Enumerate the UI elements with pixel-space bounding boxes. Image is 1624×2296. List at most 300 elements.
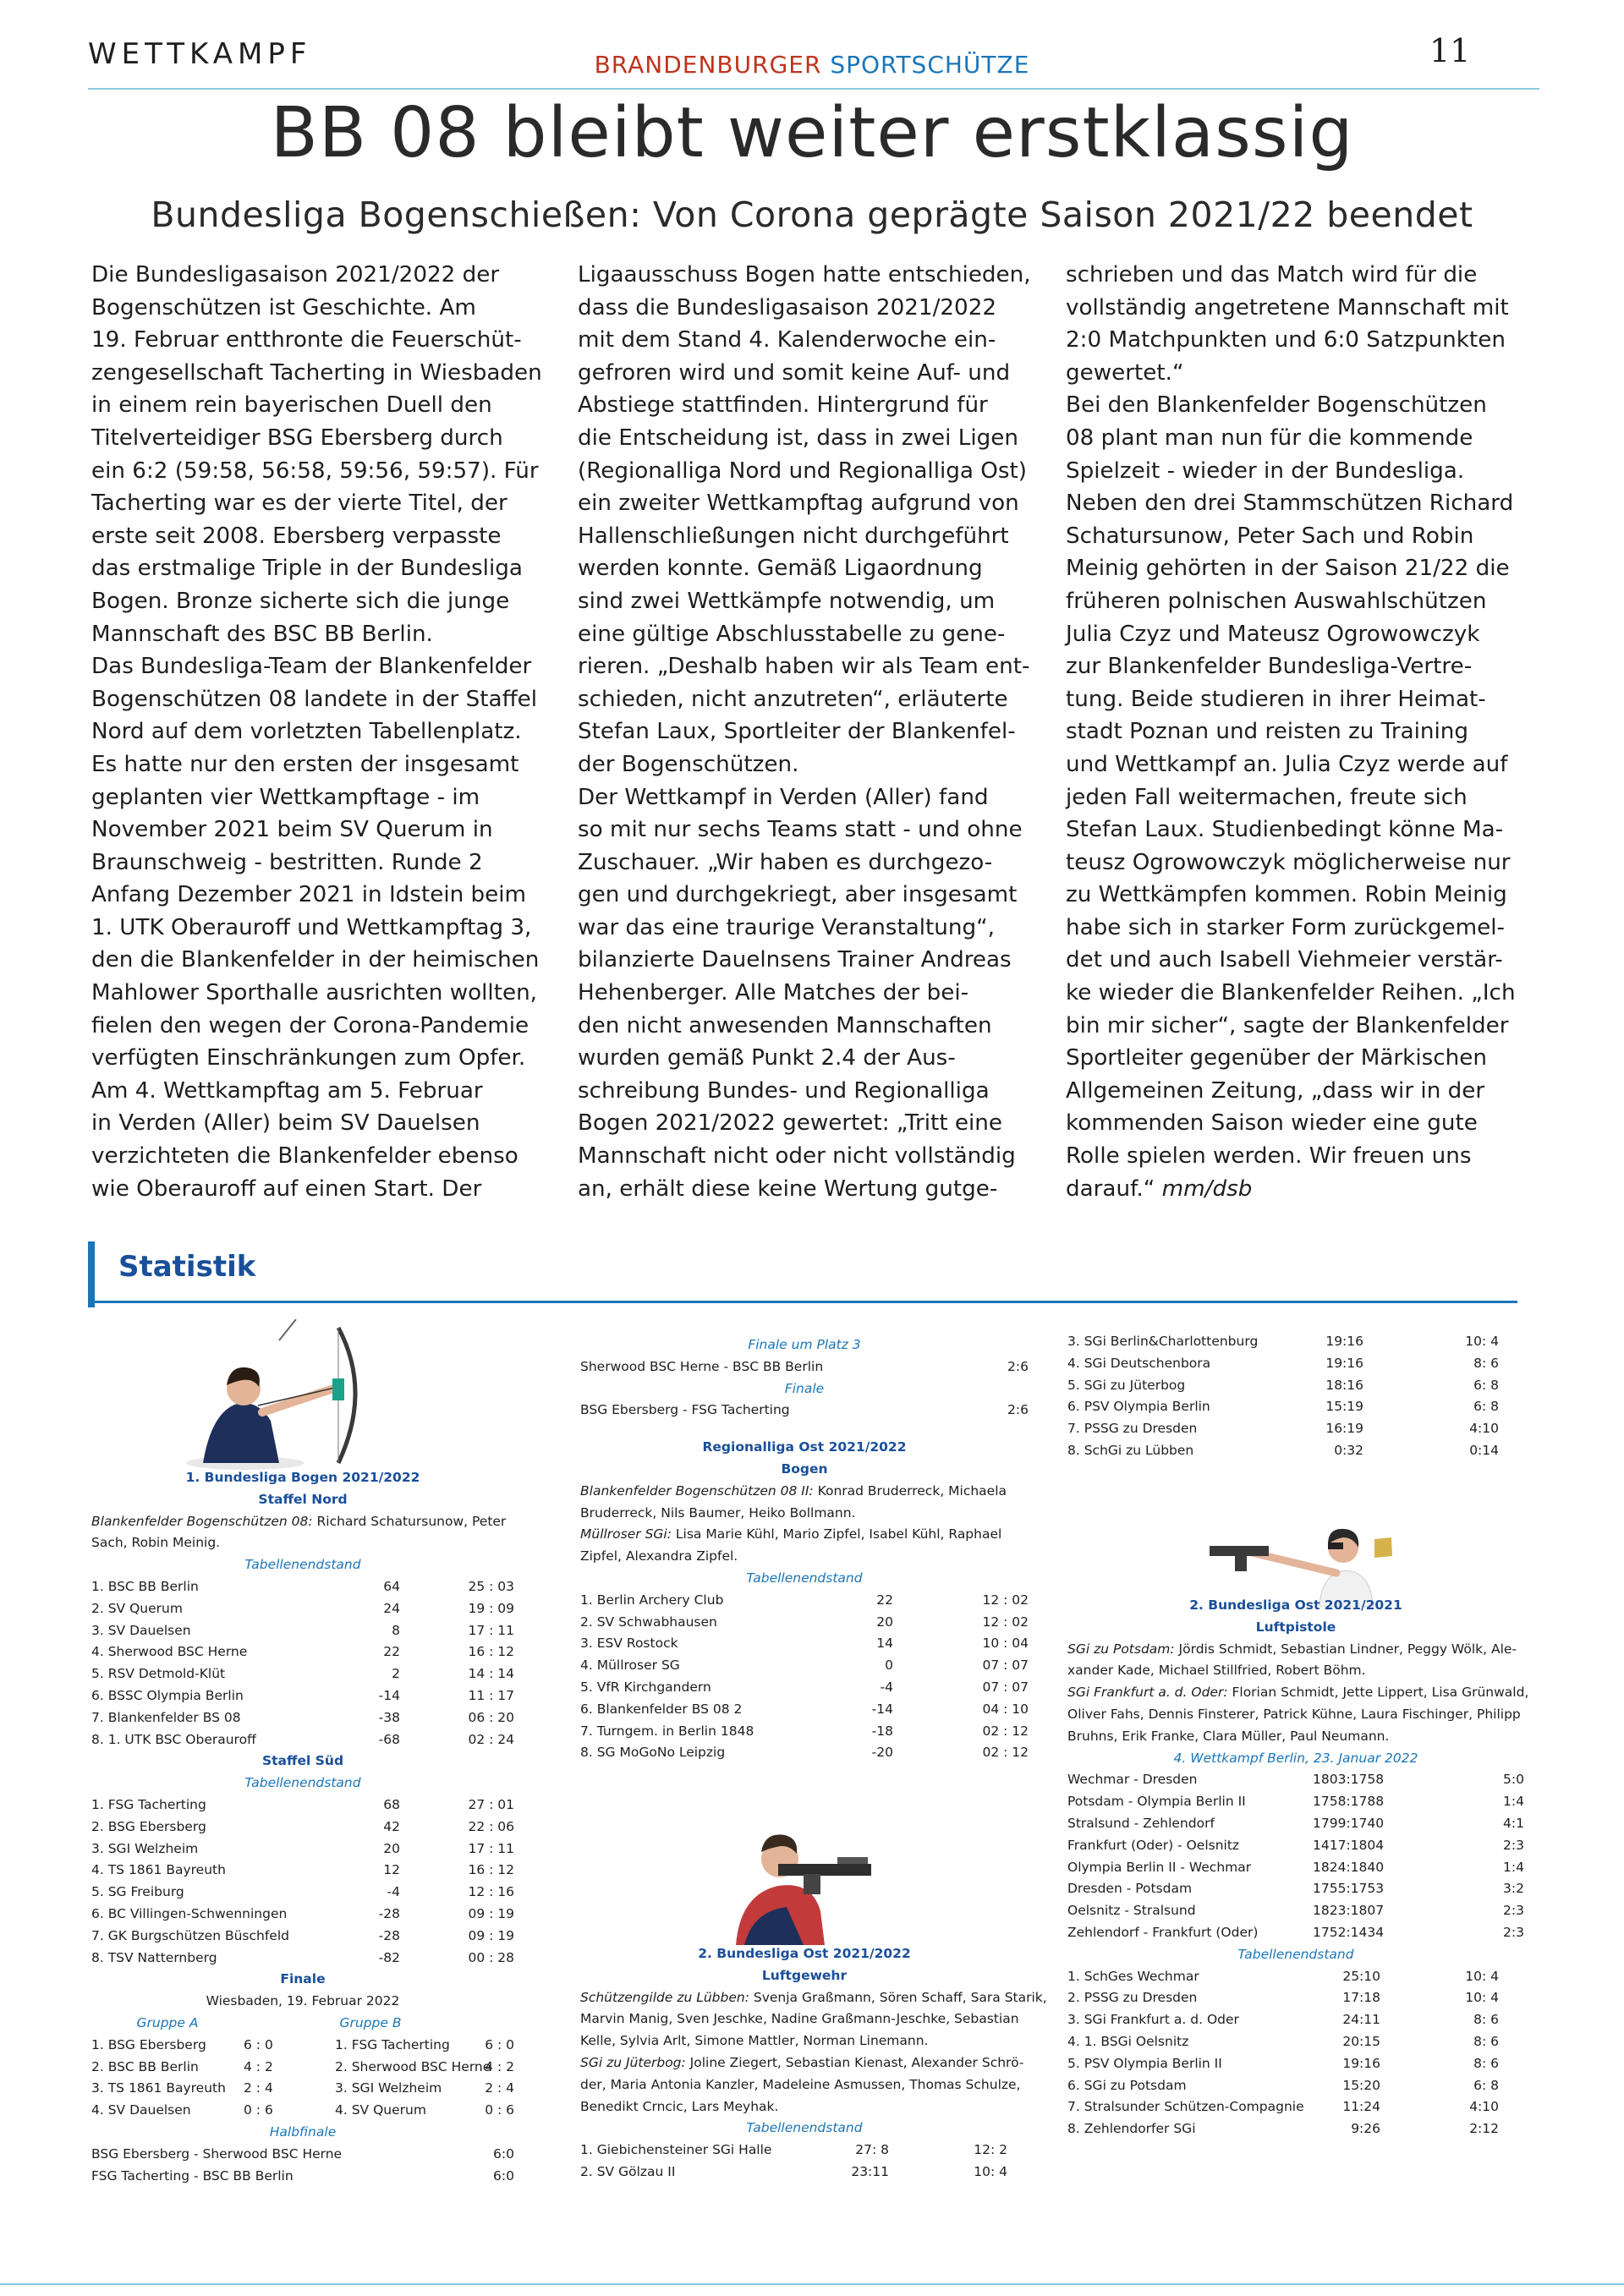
team-name: 2. SV Gölzau II	[580, 2163, 676, 2179]
team-value-2: 6: 8	[1473, 1377, 1499, 1393]
group-b-score: 2 : 4	[485, 2080, 514, 2096]
table-row	[1067, 1375, 1524, 1397]
team-value-2: 00 : 28	[468, 1949, 514, 1965]
match-teams: Wechmar - Dresden	[1067, 1772, 1198, 1788]
bl1-team-line1: Blankenfelder Bogenschützen 08: Richard Schatursunow, Peter	[91, 1513, 507, 1529]
article-line: Zuschauer. „Wir haben es durchgezo-	[578, 849, 993, 875]
team-value-2: 10: 4	[1465, 1334, 1499, 1349]
article-line: in Verden (Aller) beim SV Dauelsen	[91, 1110, 480, 1137]
finale-match: BSG Ebersberg - FSG Tacherting	[580, 1402, 790, 1418]
team-name: 4. Müllroser SG	[580, 1658, 680, 1674]
article-line: Es hatte nur den ersten der insgesamt	[91, 751, 519, 777]
bl2-lg-table-heading: Tabellenendstand	[746, 2120, 863, 2136]
table-row	[580, 1612, 1029, 1634]
table-row	[580, 2140, 1029, 2162]
article-line: sind zwei Wettkämpfe notwendig, um	[578, 588, 996, 614]
finale-score: 2:6	[1007, 1402, 1029, 1418]
bl1-finale-place: Wiesbaden, 19. Februar 2022	[206, 1993, 400, 2009]
article-line: Titelverteidiger BSG Ebersberg durch	[91, 425, 503, 451]
article-line: früheren polnischen Auswahlschützen	[1066, 588, 1487, 614]
table-row	[580, 1699, 1029, 1721]
article-line: fielen den wegen der Corona-Pandemie	[91, 1012, 529, 1038]
article-line: Mannschaft des BSC BB Berlin.	[91, 621, 433, 647]
team-value-1: -28	[378, 1927, 400, 1943]
match-row	[1067, 1878, 1524, 1900]
team-value-1: 20	[876, 1614, 893, 1630]
article-line: det und auch Isabell Viehmeier verstär-	[1066, 947, 1503, 973]
bl2-lg-team2-line1: SGi zu Jüterbog: Joline Ziegert, Sebastian Kienast, Alexander Schrö-	[580, 2054, 1024, 2070]
article-subtitle: Bundesliga Bogenschießen: Von Corona geprägte Saison 2021/22 beendet	[151, 195, 1473, 235]
team-name: 4. Sherwood BSC Herne	[91, 1644, 248, 1660]
team-value-2: 27 : 01	[468, 1796, 514, 1812]
team-name: 6. SGi zu Potsdam	[1067, 2077, 1187, 2093]
team-value-2: 4:10	[1469, 2099, 1499, 2115]
finale-platz3-match: Sherwood BSC Herne - BSC BB Berlin	[580, 1358, 824, 1374]
magazine-name-part1: BRANDENBURGER	[594, 51, 831, 79]
team-value-2: 4:10	[1469, 1421, 1499, 1437]
match-rings: 1824:1840	[1313, 1859, 1385, 1875]
article-line: gen und durchgekriegt, aber insgesamt	[578, 882, 1018, 908]
team-name: 5. SGi zu Jüterbog	[1067, 1377, 1186, 1393]
team-value-2: 8: 6	[1473, 2033, 1499, 2049]
match-teams: Frankfurt (Oder) - Oelsnitz	[1067, 1837, 1240, 1853]
group-row	[91, 2100, 514, 2122]
article-line: geplanten vier Wettkampftage - im	[91, 784, 480, 810]
match-rings: 1417:1804	[1313, 1837, 1385, 1853]
team-value-1: 24	[383, 1600, 400, 1616]
team-name: 4. 1. BSGi Oelsnitz	[1067, 2033, 1189, 2049]
article-line: gefroren wird und somit keine Auf- und	[578, 359, 1011, 386]
group-a-team: 4. SV Dauelsen	[91, 2102, 191, 2118]
rl-ost-team2-line1: Müllroser SGi: Lisa Marie Kühl, Mario Zipfel, Isabel Kühl, Raphael	[580, 1526, 1002, 1543]
bl1-sued-table-heading: Tabellenendstand	[244, 1775, 361, 1791]
group-b-team: 4. SV Querum	[335, 2102, 426, 2118]
match-teams: Stralsund - Zehlendorf	[1067, 1815, 1215, 1831]
rl-ost-title: Regionalliga Ost 2021/2022	[702, 1439, 907, 1455]
team-value-2: 8: 6	[1473, 2012, 1499, 2028]
article-line: zu Wettkämpfen kommen. Robin Meinig	[1066, 882, 1507, 908]
table-row	[91, 1707, 514, 1729]
team-value-1: 20	[383, 1840, 400, 1856]
team-value-1: 27: 8	[855, 2142, 889, 2158]
team-value-2: 12 : 16	[468, 1884, 514, 1900]
team-value-1: 11:24	[1342, 2099, 1380, 2115]
table-row	[580, 1590, 1029, 1612]
match-teams: Olympia Berlin II - Wechmar	[1067, 1859, 1252, 1875]
table-middle-column	[580, 1334, 1029, 1764]
team-value-1: 17:18	[1342, 1990, 1380, 2006]
team-value-2: 02 : 24	[468, 1731, 514, 1747]
team-name: 3. ESV Rostock	[580, 1636, 678, 1652]
bl1-staffel-sued: Staffel Süd	[261, 1753, 344, 1769]
article-line: ein 6:2 (59:58, 56:58, 59:56, 59:57). Für	[91, 458, 539, 484]
table-row	[1067, 1418, 1524, 1440]
team-value-2: 17 : 11	[468, 1622, 514, 1638]
table-row	[1067, 2009, 1524, 2031]
team-name: 1. Giebichensteiner SGi Halle	[580, 2142, 772, 2158]
team-name: 6. Blankenfelder BS 08 2	[580, 1701, 743, 1717]
bl1-gruppe-a: Gruppe A	[136, 2014, 199, 2030]
match-row	[1067, 1922, 1524, 1944]
team-value-1: -4	[880, 1679, 893, 1695]
bl1-nord-rows	[91, 1576, 514, 1751]
team-value-2: 02 : 12	[982, 1745, 1029, 1761]
article-line: habe sich in starker Form zurückgemel-	[1066, 914, 1505, 940]
team-value-1: -18	[871, 1723, 893, 1739]
match-rings: 1803:1758	[1313, 1772, 1385, 1788]
team-value-1: 15:19	[1325, 1399, 1363, 1415]
match-row	[1067, 1769, 1524, 1791]
bl1-halbfinale-heading: Halbfinale	[269, 2123, 337, 2140]
team-value-2: 19 : 09	[468, 1600, 514, 1616]
magazine-name-part2: SPORTSCHÜTZE	[830, 51, 1030, 79]
team-name: 7. Blankenfelder BS 08	[91, 1709, 241, 1725]
table-row	[91, 1948, 514, 1970]
team-value-1: 23:11	[851, 2163, 889, 2179]
table-row	[580, 1677, 1029, 1699]
team-value-2: 09 : 19	[468, 1905, 514, 1921]
rl-ost-sub: Bogen	[781, 1460, 828, 1477]
group-b-team: 1. FSG Tacherting	[335, 2036, 450, 2052]
team-name: 5. PSV Olympia Berlin II	[1067, 2055, 1222, 2071]
article-line: Die Bundesligasaison 2021/2022 der	[91, 262, 500, 288]
team-name: 2. SV Schwabhausen	[580, 1614, 717, 1630]
match-rings: 1823:1807	[1313, 1903, 1385, 1919]
table-row	[91, 1729, 514, 1751]
match-row	[1067, 1791, 1524, 1813]
team-value-2: 2:12	[1469, 2121, 1499, 2137]
article-line: dass die Bundesligasaison 2021/2022	[578, 294, 997, 321]
table-row	[1067, 1987, 1524, 2009]
team-value-1: 19:16	[1325, 1355, 1363, 1371]
team-value-1: 14	[876, 1636, 893, 1652]
pistol-shooter-photo	[1193, 1497, 1396, 1607]
bl2-lg-title: 2. Bundesliga Ost 2021/2022	[698, 1946, 911, 1961]
article-line-text: darauf.“	[1066, 1175, 1162, 1202]
bl1-group-rows	[91, 2035, 514, 2122]
article-line: verzichteten die Blankenfelder ebenso	[91, 1143, 518, 1170]
group-b-score: 0 : 6	[485, 2102, 514, 2118]
team-name: 6. PSV Olympia Berlin	[1067, 1399, 1210, 1415]
team-value-2: 16 : 12	[468, 1862, 514, 1878]
match-row	[1067, 1857, 1524, 1879]
table-row	[1067, 1396, 1524, 1418]
bl1-nord-table-heading: Tabellenendstand	[244, 1557, 361, 1573]
article-line: Mahlower Sporthalle ausrichten wollten,	[91, 980, 538, 1006]
table-row	[91, 1904, 514, 1926]
article-line: schrieben und das Match wird für die	[1066, 262, 1478, 288]
table-row	[91, 1685, 514, 1707]
team-value-1: 0:32	[1334, 1442, 1363, 1458]
group-b-team: 2. Sherwood BSC Herne	[335, 2058, 491, 2074]
bl2-lg-team2-line2: der, Maria Antonia Kanzler, Madeleine Asmussen, Thomas Schulze,	[580, 2076, 1021, 2092]
team-value-1: 2	[392, 1666, 400, 1682]
group-a-score: 0 : 6	[244, 2102, 273, 2118]
article-line: bin mir sicher“, sagte der Blankenfelder	[1066, 1012, 1509, 1038]
article-line: den die Blankenfelder in der heimischen	[91, 947, 540, 973]
article-line: Hehenberger. Alle Matches der bei-	[578, 980, 969, 1006]
statistik-heading: Statistik	[118, 1250, 256, 1284]
article-line: bilanzierte Dauelnsens Trainer Andreas	[578, 947, 1012, 973]
article-line: stadt Poznan und reisten zu Training	[1066, 719, 1469, 745]
article-line: ein zweiter Wettkampftag aufgrund von	[578, 490, 1019, 517]
team-value-2: 12 : 02	[982, 1592, 1029, 1608]
team-value-1: -20	[871, 1745, 893, 1761]
team-name: 3. SGi Berlin&Charlottenburg	[1067, 1334, 1259, 1349]
bl2-lp-team2-line3: Bruhns, Erik Franke, Clara Müller, Paul Neumann.	[1067, 1728, 1390, 1744]
article-line: Stefan Laux, Sportleiter der Blankenfel-	[578, 719, 1016, 745]
team-value-1: 24:11	[1342, 2012, 1380, 2028]
team-name: 8. TSV Natternberg	[91, 1949, 217, 1965]
article-column-3	[1066, 259, 1539, 1205]
article-line: vollständig angetretene Mannschaft mit	[1066, 294, 1509, 321]
table-row	[91, 1860, 514, 1882]
team-value-1: -14	[871, 1701, 893, 1717]
bl2-lg-team1-line2: Marvin Manig, Sven Jeschke, Nadine Graßmann-Jeschke, Sebastian	[580, 2011, 1019, 2027]
match-score: 1:4	[1503, 1794, 1524, 1810]
bl2-lg-rows-part1	[580, 2140, 1029, 2184]
article-line: Bogenschützen ist Geschichte. Am	[91, 294, 476, 321]
team-name: 8. SchGi zu Lübben	[1067, 1442, 1194, 1458]
semifinal-score: 6:0	[493, 2145, 514, 2162]
table-row	[91, 1641, 514, 1663]
bl1-team-line2: Sach, Robin Meinig.	[91, 1535, 221, 1551]
team-name: 7. Stralsunder Schützen-Compagnie	[1067, 2099, 1304, 2115]
article-line: 19. Februar entthronte die Feuerschüt-	[91, 327, 522, 353]
team-name: 3. SGi Frankfurt a. d. Oder	[1067, 2012, 1239, 2028]
bl1-gruppe-b: Gruppe B	[339, 2014, 402, 2030]
team-name: 1. SchGes Wechmar	[1067, 1968, 1199, 1984]
magazine-name	[0, 51, 1624, 79]
bl2-lp-table-heading: Tabellenendstand	[1237, 1946, 1354, 1962]
table-row	[1067, 1353, 1524, 1375]
team-value-1: -82	[378, 1949, 400, 1965]
bl2-lg-team2-line3: Benedikt Crncic, Lars Meyhak.	[580, 2098, 779, 2114]
article-byline: mm/dsb	[1161, 1175, 1253, 1202]
article-line: mit dem Stand 4. Kalenderwoche ein-	[578, 327, 996, 353]
team-value-1: -28	[378, 1905, 400, 1921]
article-line: Mannschaft nicht oder nicht vollständig	[578, 1143, 1016, 1170]
article-line: Bogenschützen 08 landete in der Staffel	[91, 686, 537, 712]
article-line: Spielzeit - wieder in der Bundesliga.	[1066, 458, 1465, 484]
team-value-2: 07 : 07	[982, 1658, 1029, 1674]
bl2-lp-matches	[1067, 1769, 1524, 1943]
team-name: 2. SV Querum	[91, 1600, 183, 1616]
table-bl2-luftpistole	[1067, 1595, 1529, 2140]
article-line: Meinig gehörten in der Saison 21/22 die	[1066, 556, 1510, 582]
table-row	[91, 1882, 514, 1904]
article-column-2	[578, 259, 1051, 1205]
match-score: 2:3	[1503, 1924, 1524, 1940]
match-rings: 1758:1788	[1313, 1794, 1385, 1810]
group-row	[91, 2057, 514, 2079]
article-line: Bei den Blankenfelder Bogenschützen	[1066, 392, 1487, 419]
bl1-staffel-nord: Staffel Nord	[258, 1491, 348, 1507]
rl-ost-table-heading: Tabellenendstand	[746, 1570, 863, 1586]
team-value-2: 8: 6	[1473, 2055, 1499, 2071]
article-line: ke wieder die Blankenfelder Reihen. „Ich	[1066, 980, 1516, 1006]
bl2-lp-wettkampf-heading: 4. Wettkampf Berlin, 23. Januar 2022	[1173, 1750, 1418, 1766]
semifinal-match: FSG Tacherting - BSC BB Berlin	[91, 2167, 294, 2184]
team-name: 7. PSSG zu Dresden	[1067, 1421, 1198, 1437]
article-line: in einem rein bayerischen Duell den	[91, 392, 492, 419]
group-a-score: 6 : 0	[244, 2036, 273, 2052]
article-line: erste seit 2008. Ebersberg verpasste	[91, 523, 502, 549]
match-rings: 1799:1740	[1313, 1815, 1385, 1831]
match-teams: Oelsnitz - Stralsund	[1067, 1903, 1196, 1919]
article-line: 08 plant man nun für die kommende	[1066, 425, 1473, 451]
group-row	[91, 2035, 514, 2057]
team-value-2: 04 : 10	[982, 1701, 1029, 1717]
team-value-2: 6: 8	[1473, 1399, 1499, 1415]
article-line: Neben den drei Stammschützen Richard	[1066, 490, 1514, 517]
team-value-1: 19:16	[1342, 2055, 1380, 2071]
team-value-1: 42	[383, 1818, 400, 1834]
table-bundesliga-bogen	[91, 1467, 514, 2187]
team-name: 6. BC Villingen-Schwenningen	[91, 1905, 288, 1921]
group-b-score: 4 : 2	[485, 2058, 514, 2074]
rifle-shooter-photo	[727, 1793, 871, 1945]
article-line: verfügten Einschränkungen zum Opfer.	[91, 1045, 526, 1071]
table-row	[91, 1598, 514, 1620]
article-line: Der Wettkampf in Verden (Aller) fand	[578, 784, 989, 810]
team-name: 1. FSG Tacherting	[91, 1796, 206, 1812]
rl-ost-team1-line1: Blankenfelder Bogenschützen 08 II: Konrad Bruderreck, Michaela	[580, 1482, 1007, 1499]
match-teams: Potsdam - Olympia Berlin II	[1067, 1794, 1246, 1810]
team-value-1: -38	[378, 1709, 400, 1725]
team-value-1: 22	[383, 1644, 400, 1660]
footer-divider	[0, 2283, 1624, 2285]
team-value-1: 25:10	[1342, 1968, 1380, 1984]
article-line: Am 4. Wettkampftag am 5. Februar	[91, 1077, 483, 1104]
team-value-2: 14 : 14	[468, 1666, 514, 1682]
article-line-closing	[1066, 1173, 1539, 1206]
article-line: an, erhält diese keine Wertung gutge-	[578, 1175, 998, 1202]
group-b-team: 3. SGI Welzheim	[335, 2080, 442, 2096]
match-score: 3:2	[1503, 1881, 1524, 1897]
bl2-lp-team2-line1: SGi Frankfurt a. d. Oder: Florian Schmidt, Jette Lippert, Lisa Grünwald,	[1067, 1685, 1529, 1701]
article-line: jeden Fall weitermachen, freute sich	[1066, 784, 1468, 810]
table-row	[91, 1838, 514, 1860]
bl1-semi-rows	[91, 2144, 514, 2188]
team-value-1: 9:26	[1351, 2121, 1380, 2137]
match-row	[1067, 1900, 1524, 1922]
table-row	[580, 1721, 1029, 1743]
team-value-2: 02 : 12	[982, 1723, 1029, 1739]
article-line: schreibung Bundes- und Regionalliga	[578, 1077, 990, 1104]
table-row	[91, 1663, 514, 1685]
article-line: den nicht anwesenden Mannschaften	[578, 1012, 992, 1038]
bl2-lp-rows	[1067, 1966, 1524, 2140]
article-line: so mit nur sechs Teams statt - und ohne	[578, 817, 1023, 843]
article-line: zengesellschaft Tacherting in Wiesbaden	[91, 359, 542, 386]
semifinal-row	[91, 2144, 514, 2166]
table-row	[580, 2162, 1029, 2184]
article-line: eine gültige Abschlusstabelle zu gene-	[578, 621, 1006, 647]
rl-ost-team1-line2: Bruderreck, Nils Baumer, Heiko Bollmann.	[580, 1504, 856, 1521]
article-line: Tacherting war es der vierte Titel, der	[91, 490, 508, 517]
team-name: 1. Berlin Archery Club	[580, 1592, 724, 1608]
team-value-1: 15:20	[1342, 2077, 1380, 2093]
article-line: Hallenschließungen nicht durchgeführt	[578, 523, 1009, 549]
table-row	[91, 1620, 514, 1642]
table-row	[580, 1742, 1029, 1764]
team-name: 1. BSC BB Berlin	[91, 1578, 199, 1594]
semifinal-score: 6:0	[493, 2167, 514, 2184]
team-value-1: 12	[383, 1862, 400, 1878]
semifinal-match: BSG Ebersberg - Sherwood BSC Herne	[91, 2145, 343, 2162]
bl2-lg-rows-part2	[1067, 1331, 1524, 1462]
finale-platz3-heading: Finale um Platz 3	[748, 1337, 861, 1352]
group-a-team: 2. BSC BB Berlin	[91, 2058, 199, 2074]
team-value-2: 12 : 02	[982, 1614, 1029, 1630]
table-row	[1067, 2118, 1524, 2140]
team-name: 5. RSV Detmold-Klüt	[91, 1666, 226, 1682]
section-label: WETTKAMPF	[88, 37, 312, 71]
team-value-2: 07 : 07	[982, 1679, 1029, 1695]
group-a-team: 3. TS 1861 Bayreuth	[91, 2080, 226, 2096]
article-line: 2:0 Matchpunkten und 6:0 Satzpunkten	[1066, 327, 1506, 353]
team-value-2: 6: 8	[1473, 2077, 1499, 2093]
team-value-2: 12: 2	[974, 2142, 1007, 2158]
article-title: BB 08 bleibt weiter erstklassig	[270, 93, 1354, 173]
article-line: Stefan Laux. Studienbedingt könne Ma-	[1066, 817, 1504, 843]
article-line: Braunschweig - bestritten. Runde 2	[91, 849, 483, 875]
team-name: 2. BSG Ebersberg	[91, 1818, 206, 1834]
table-row	[1067, 2053, 1524, 2075]
article-line: Das Bundesliga-Team der Blankenfelder	[91, 654, 532, 680]
article-line: das erstmalige Triple in der Bundesliga	[91, 556, 523, 582]
team-value-1: -14	[378, 1687, 400, 1703]
table-row	[580, 1633, 1029, 1655]
article-line: Abstiege stattfinden. Hintergrund für	[578, 392, 988, 419]
team-value-1: 16:19	[1325, 1421, 1363, 1437]
match-teams: Dresden - Potsdam	[1067, 1881, 1193, 1897]
match-score: 1:4	[1503, 1859, 1524, 1875]
match-score: 2:3	[1503, 1903, 1524, 1919]
match-teams: Zehlendorf - Frankfurt (Oder)	[1067, 1924, 1259, 1940]
bl2-lp-title: 2. Bundesliga Ost 2021/2021	[1189, 1597, 1402, 1613]
bl2-lg-team1-line1: Schützengilde zu Lübben: Svenja Graßmann, Sören Schaff, Sara Starik,	[580, 1989, 1047, 2005]
match-score: 5:0	[1503, 1772, 1524, 1788]
table-row	[1067, 1966, 1524, 1988]
team-name: 8. 1. UTK BSC Oberauroff	[91, 1731, 256, 1747]
article-line: die Entscheidung ist, dass in zwei Ligen	[578, 425, 1018, 451]
bl1-title: 1. Bundesliga Bogen 2021/2022	[185, 1470, 420, 1485]
group-a-score: 2 : 4	[244, 2080, 273, 2096]
article-line: Allgemeinen Zeitung, „dass wir in der	[1066, 1077, 1485, 1104]
header-divider	[88, 88, 1539, 90]
team-name: 8. SG MoGoNo Leipzig	[580, 1745, 726, 1761]
team-value-2: 0:14	[1469, 1442, 1499, 1458]
article-line: der Bogenschützen.	[578, 751, 799, 777]
team-name: 2. PSSG zu Dresden	[1067, 1990, 1198, 2006]
group-a-team: 1. BSG Ebersberg	[91, 2036, 206, 2052]
article-line: teusz Ogrowowczyk möglicherweise nur	[1066, 849, 1511, 875]
team-value-2: 8: 6	[1473, 1355, 1499, 1371]
team-value-2: 10: 4	[1465, 1968, 1499, 1984]
article-line: Bogen. Bronze sicherte sich die junge	[91, 588, 510, 614]
article-line: 1. UTK Oberauroff und Wettkampftag 3,	[91, 914, 532, 940]
team-name: 7. GK Burgschützen Büschfeld	[91, 1927, 289, 1943]
article-line: Julia Czyz und Mateusz Ogrowowczyk	[1066, 621, 1480, 647]
statistik-accent-bar	[88, 1241, 95, 1307]
article-line: schieden, nicht anzutreten“, erläuterte	[578, 686, 1008, 712]
article-line: wie Oberauroff auf einen Start. Der	[91, 1175, 482, 1202]
match-row	[1067, 1835, 1524, 1857]
group-row	[91, 2078, 514, 2100]
article-line: Rolle spielen werden. Wir freuen uns	[1066, 1143, 1472, 1170]
